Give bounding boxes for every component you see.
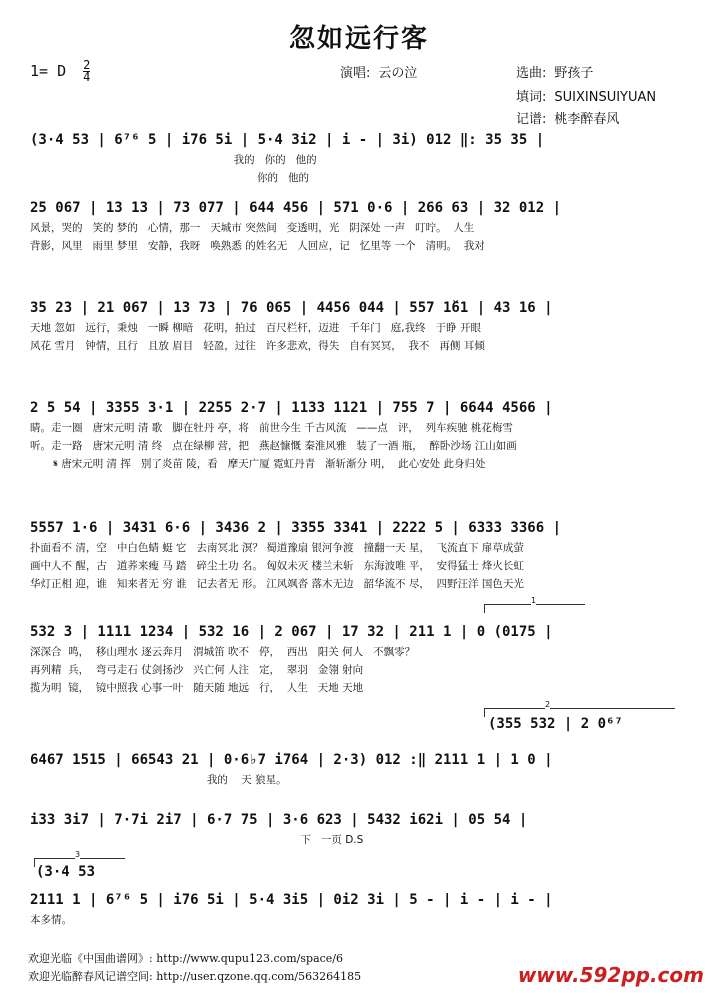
- key-label: 1= D: [30, 62, 67, 80]
- song-title: 忽如远行客: [288, 24, 429, 54]
- lyric-line-1-1: 我的 你的 他的: [30, 154, 317, 166]
- composer-label: 选曲:: [516, 66, 547, 81]
- lyric-line-9-1: 本多情。: [30, 914, 72, 926]
- composer-name: 野孩子: [554, 66, 594, 81]
- lyric-line-3-1: 天地 忽如 远行，秉烛 一瞬 柳暗 花明，拍过 百尺栏杆，迈进 千年门 庭,我终 于睁 开眼: [30, 322, 481, 334]
- singer-name: 云の泣: [378, 66, 418, 81]
- lyric-line-3-2: 风花 雪月 钟情，且行 且放 眉目 轻盈，过往 许多悲欢，得失 自有冥冥， 我不 再侧 耳倾: [30, 340, 485, 352]
- footer-line-1: 欢迎光临《中国曲谱网》: http://www.qupu123.com/space/6: [28, 952, 344, 965]
- notation-system-2: 25 067 | 13 13 | 73 077 | 644 456 | 571 0·6 | 266 63 | 32 012 |: [30, 200, 690, 217]
- transcriber-label: 记谱:: [516, 112, 547, 127]
- volta-label-2: 2: [545, 700, 551, 709]
- singer-label: 演唱:: [340, 66, 371, 81]
- lyric-line-7-1: 我的 天 狼星。: [30, 774, 287, 786]
- notation-system-6: 532 3 | 1111 1234 | 532 16 | 2 067 | 17 32 | 211 1 | 0 (0175 |: [30, 624, 690, 641]
- transcriber-name: 桃李醉春风: [554, 112, 620, 127]
- notation-system-4: 2 5 54 | 3355 3·1 | 2255 2·7 | 1133 1121 | 755 7 | 6644 4566 |: [30, 400, 690, 417]
- notation-system-5: 5557 1·6 | 3431 6·6 | 3436 2 | 3355 3341 | 2222 5 | 6333 3366 |: [30, 520, 690, 537]
- time-signature-den: 4: [83, 70, 91, 84]
- lyric-line-8-1: 下 一页 D.S: [30, 834, 364, 846]
- site-watermark: www.592pp.com: [517, 963, 704, 987]
- volta-second-phrase: (355 532 | 2 0⁶⁷: [488, 716, 698, 733]
- lyric-line-6-3: 揽为明 镜， 镜中照我 心事一叶 随天随 地远 行， 人生 天地 天地: [30, 682, 364, 694]
- lyric-line-4-3: 𝄋 唐宋元明 清 挥 别了炎苗 陵，看 摩天广厦 霓虹丹青 渐斩渐分 明， 此心安处 此身归处: [30, 458, 486, 470]
- footer-line-2: 欢迎光临醉春风记谱空间: http://user.qzone.qq.com/563264185: [28, 970, 362, 983]
- lyric-line-6-2: 再列精 兵， 弯弓走石 仗剑扬沙 兴亡何 人注 定， 翠羽 金翎 射向: [30, 664, 364, 676]
- lyric-line-2-1: 风景，哭的 笑的 梦的 心情，那一 天城市 突然间 变透明，光 阴深处 一声 叮咛。 人生: [30, 222, 475, 234]
- time-signature-num: 2: [83, 58, 91, 72]
- volta-bracket-1: [484, 596, 585, 613]
- lyric-line-4-2: 听。走一路 唐宋元明 清 终 点在绿柳 营，把 燕赵慷慨 秦淮风雅 装了一酒 瓶， 醉卧沙场 江山如画: [30, 440, 517, 452]
- lyric-line-6-1: 深深合 鸣， 移山理水 逐云奔月 渭城笛 吹不 停， 西出 阳关 何人 不飘零？: [30, 646, 416, 658]
- lyric-line-4-1: 睛。走一圈 唐宋元明 清 歌 脚在牡丹 亭，将 前世今生 千古风流 ——点 评， 列车疾驰 桃花梅雪: [30, 422, 513, 434]
- lyric-line-5-1: 扑面看不 清，空 中白色蜻 蜓 它 去南冥北 溟？ 蜀道豫扇 银河争渡 撞翻一天 星， 飞流直下 扉草成萤: [30, 542, 524, 554]
- notation-system-3: 35 23 | 21 067 | 13 73 | 76 065 | 4456 044 | 557 1̌61 | 43 16 |: [30, 300, 690, 317]
- lyric-line-2-2: 背影，风里 雨里 梦里 安静，我呀 唤熟悉 的姓名无 人回应，记 忆里等 一个 清明。 我对: [30, 240, 485, 252]
- lyric-line-1-2: 你的 他的: [30, 172, 309, 184]
- notation-system-1: (3·4 53 | 6⁷⁶ 5 | i76 5i | 5·4 3i2 | i - | 3i) 012 ‖: 35 35 |: [30, 132, 690, 149]
- lyricist-label: 填词:: [516, 90, 547, 105]
- lyric-line-5-2: 画中人不 醒，古 道荞来瘦 马 踏 碎尘土功 名。 匈奴未灭 楼兰未斩 东海波唯 平， 安得猛士 烽火长虹: [30, 560, 524, 572]
- notation-system-7: 6467 1515 | 66543 21 | 0·6♭7 i764 | 2·3) 012 :‖ 2111 1 | 1 0 |: [30, 752, 690, 769]
- lyricist-name: SUIXINSUIYUAN: [554, 90, 657, 105]
- volta-label-1: 1: [531, 596, 537, 605]
- volta-phrase: (3·4 53: [36, 864, 156, 881]
- lyric-line-5-3: 华灯正相 迎，谁 知来者无 穷 谁 记去者无 形。 江风飒沓 落木无边 韶华流不 尽， 四野汪洋 国色天光: [30, 578, 524, 590]
- volta-label-3: 3: [75, 850, 81, 859]
- notation-system-9: 2111 1 | 6⁷⁶ 5 | i76 5i | 5·4 3i5 | 0i2 3i | 5 - | i - | i - |: [30, 892, 690, 909]
- notation-system-8: i33 3i7 | 7·7i 2i7 | 6·7 75 | 3·6 623 | 5432 i62i | 05 54 |: [30, 812, 690, 829]
